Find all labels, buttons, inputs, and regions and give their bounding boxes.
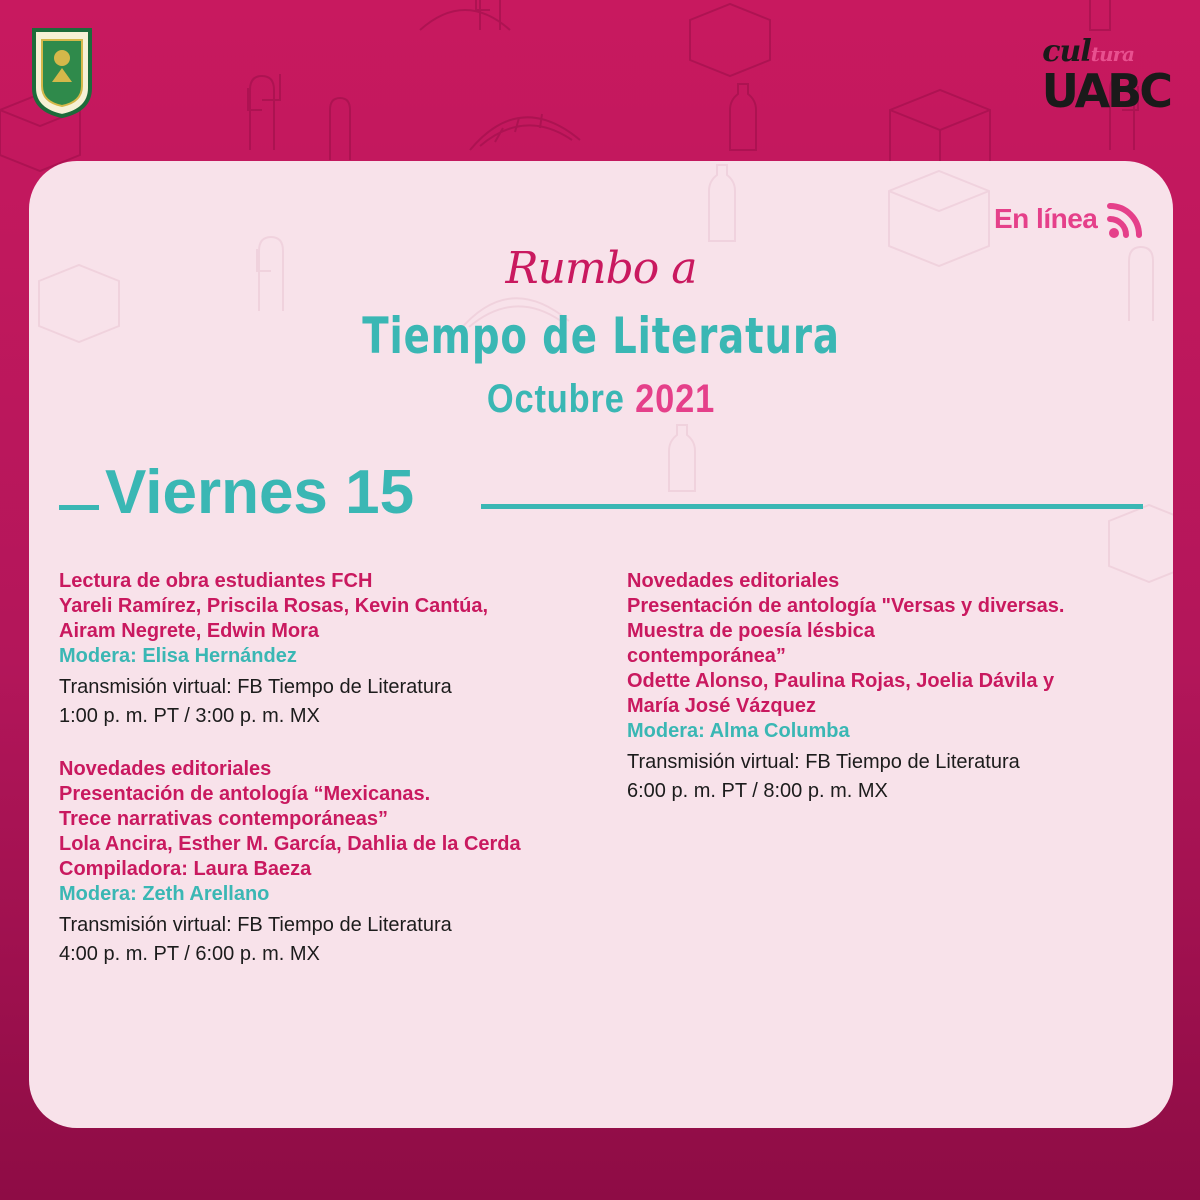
events-right-column — [627, 569, 1157, 832]
cultura-uabc-logo — [1020, 34, 1170, 120]
day-heading-rule — [481, 504, 1143, 509]
event-item — [59, 757, 619, 969]
event-line: Odette Alonso, Paulina Rojas, Joelia Dávila y — [627, 670, 1055, 692]
event-moderator: Modera: Zeth Arellano — [59, 883, 270, 905]
events-left-column — [59, 569, 619, 995]
online-badge — [994, 199, 1154, 239]
event-time: 1:00 p. m. PT / 3:00 p. m. MX — [59, 705, 320, 727]
event-transmission: Transmisión virtual: FB Tiempo de Literatura — [59, 676, 452, 698]
event-time: 6:00 p. m. PT / 8:00 p. m. MX — [627, 780, 888, 802]
event-card — [29, 161, 1173, 1128]
event-line: Trece narrativas contemporáneas” — [59, 808, 389, 830]
event-line: Yareli Ramírez, Priscila Rosas, Kevin Cantúa, — [59, 595, 489, 617]
broadcast-signal-icon — [1104, 199, 1146, 241]
online-label: En línea — [994, 203, 1098, 234]
header-year: 2021 — [635, 377, 716, 421]
event-line: Compiladora: Laura Baeza — [59, 858, 312, 880]
header-script-title: Rumbo a — [505, 243, 697, 294]
header-date — [109, 377, 1093, 422]
event-item — [627, 569, 1157, 806]
event-transmission: Transmisión virtual: FB Tiempo de Literatura — [59, 914, 452, 936]
event-moderator: Modera: Alma Columba — [627, 720, 850, 742]
header-month: Octubre — [486, 377, 625, 421]
event-line: Muestra de poesía lésbica — [627, 620, 875, 642]
event-line: Novedades editoriales — [59, 758, 272, 780]
brand-cultura-text: cultura — [1042, 34, 1134, 69]
event-moderator: Modera: Elisa Hernández — [59, 645, 297, 667]
header-main-title: Tiempo de Literatura — [362, 307, 840, 365]
event-item — [59, 569, 619, 731]
day-heading-dash — [59, 505, 99, 510]
event-line: Airam Negrete, Edwin Mora — [59, 620, 320, 642]
event-line: Lectura de obra estudiantes FCH — [59, 570, 373, 592]
event-line: contemporánea” — [627, 645, 786, 667]
brand-uabc-text: UABC — [1041, 64, 1170, 118]
event-line: Lola Ancira, Esther M. García, Dahlia de la Cerda — [59, 833, 521, 855]
event-line: Presentación de antología “Mexicanas. — [59, 783, 431, 805]
event-transmission: Transmisión virtual: FB Tiempo de Literatura — [627, 751, 1020, 773]
university-crest-logo — [30, 26, 94, 118]
event-line: María José Vázquez — [627, 695, 816, 717]
event-line: Novedades editoriales — [627, 570, 840, 592]
event-time: 4:00 p. m. PT / 6:00 p. m. MX — [59, 943, 320, 965]
event-line: Presentación de antología "Versas y diversas. — [627, 595, 1065, 617]
day-heading: Viernes 15 — [105, 458, 415, 527]
